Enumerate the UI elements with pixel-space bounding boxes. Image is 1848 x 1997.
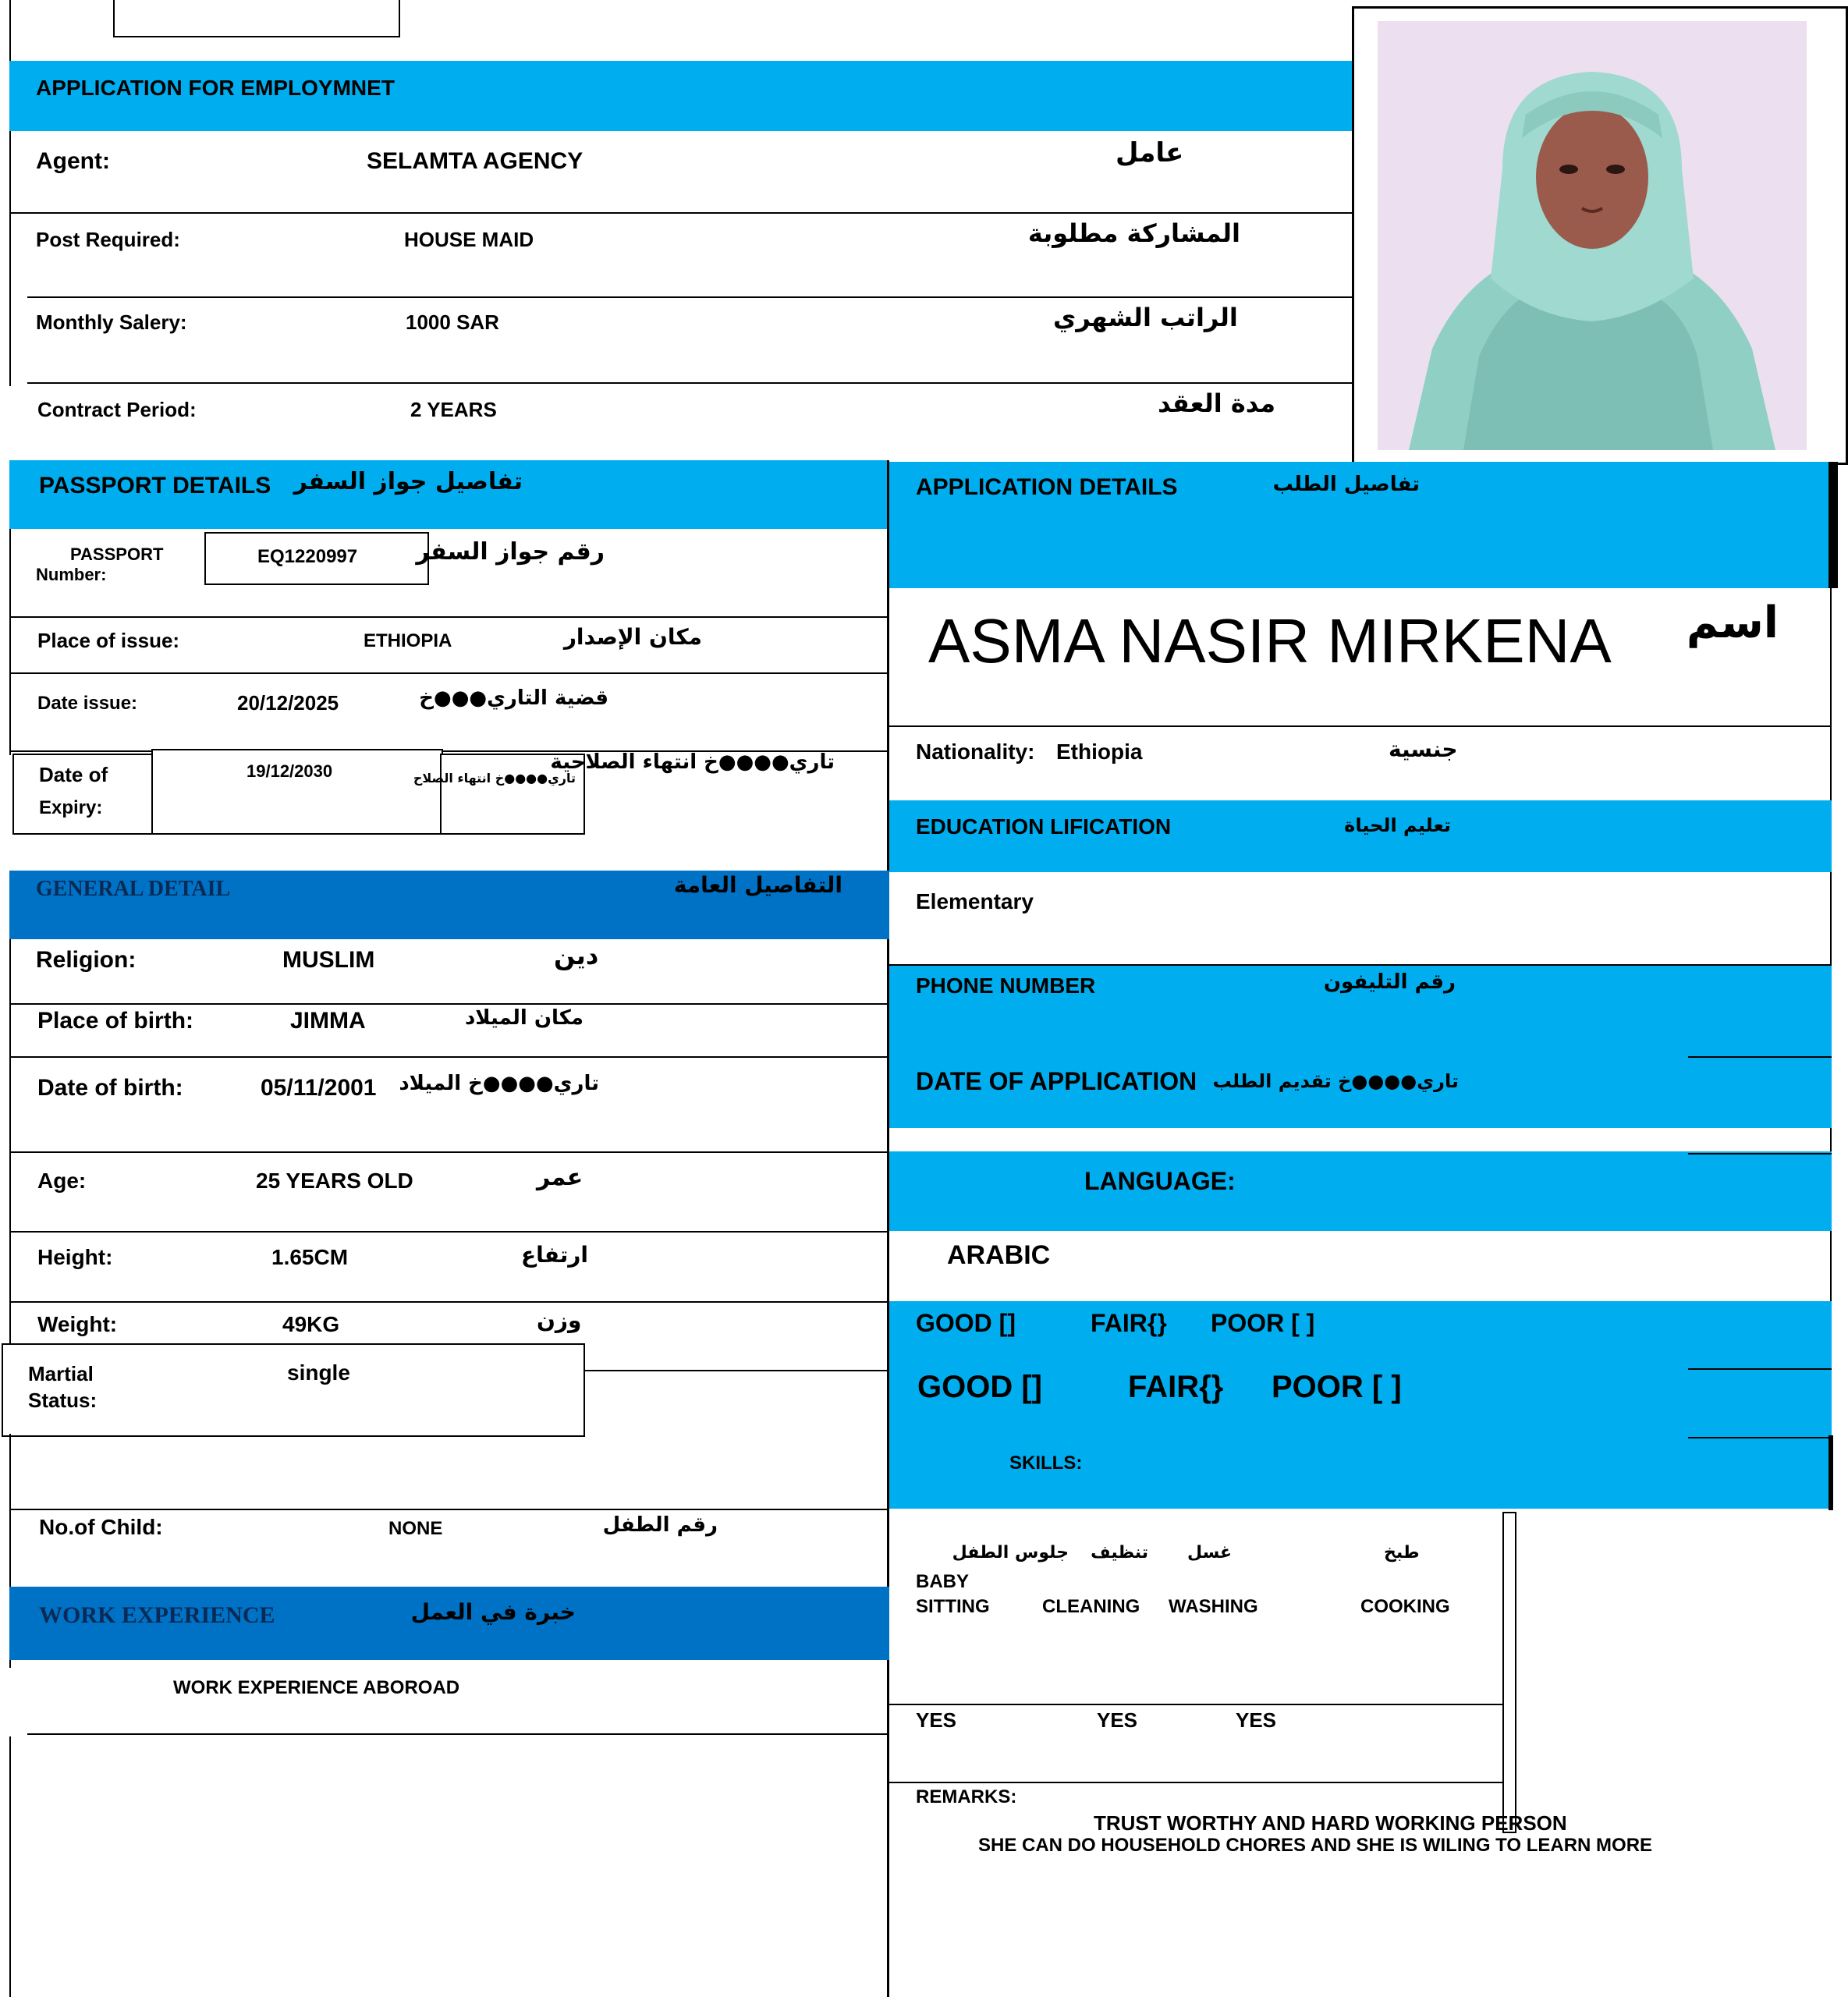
rating-small-fair: FAIR{} — [1091, 1309, 1167, 1337]
dob-value: 05/11/2001 — [261, 1075, 377, 1101]
agent-ar: عامل — [1116, 137, 1184, 168]
nationality-value: Ethiopia — [1056, 740, 1143, 764]
divider — [9, 1231, 889, 1233]
applicant-name-ar: اسم — [1686, 598, 1779, 648]
divider — [27, 1733, 889, 1735]
divider — [9, 1509, 889, 1510]
salary-ar: الراتب الشهري — [1053, 303, 1238, 332]
religion-value: MUSLIM — [282, 947, 375, 973]
nationality-ar: جنسية — [1389, 736, 1458, 762]
applicant-portrait-image — [1378, 21, 1807, 450]
divider — [9, 1301, 889, 1303]
left-border — [9, 939, 11, 1345]
application-title-ar: تفاصيل الطلب — [1272, 473, 1420, 496]
skill-ar-cleaning: تنظيف — [1091, 1543, 1148, 1562]
weight-value: 49KG — [282, 1312, 340, 1336]
work-abroad-label: WORK EXPERIENCE ABOROAD — [173, 1677, 460, 1698]
salary-label: Monthly Salery: — [36, 310, 187, 334]
rating-large-poor: POOR [ ] — [1272, 1370, 1402, 1404]
expiry-ar-2: تاري●●●●خ انتهاء الصلاحية — [550, 750, 835, 774]
age-ar: عمر — [537, 1164, 583, 1191]
doa-ar: تاري●●●●خ تقديم الطلب — [1212, 1070, 1459, 1092]
passport-number-label-1: PASSPORT — [70, 544, 164, 564]
age-label: Age: — [37, 1169, 87, 1193]
left-border — [9, 529, 11, 755]
divider — [9, 1151, 889, 1153]
religion-ar: دين — [554, 941, 599, 970]
divider — [1688, 1153, 1832, 1155]
education-ar: تعليم الحياة — [1344, 814, 1451, 836]
expiry-label-1: Date of — [39, 763, 108, 786]
child-value: NONE — [388, 1518, 443, 1539]
remarks-label: REMARKS: — [916, 1786, 1017, 1807]
doa-title: DATE OF APPLICATION — [916, 1067, 1197, 1095]
divider — [9, 672, 889, 674]
child-ar: رقم الطفل — [602, 1513, 718, 1537]
work-title-ar: خبرة في العمل — [410, 1599, 576, 1625]
post-ar: المشاركة مطلوبة — [1027, 218, 1240, 248]
passport-number-label-2: Number: — [36, 565, 107, 584]
page-title: APPLICATION FOR EMPLOYMNET — [36, 76, 395, 100]
post-label: Post Required: — [36, 228, 180, 251]
weight-ar: وزن — [537, 1307, 582, 1333]
skill-value-washing: YES — [1236, 1708, 1277, 1732]
agent-label: Agent: — [36, 148, 110, 174]
skill-value-baby: YES — [916, 1708, 957, 1732]
passport-title: PASSPORT DETAILS — [39, 473, 271, 498]
rating-band — [889, 1301, 1832, 1509]
divider — [889, 725, 1832, 727]
height-label: Height: — [37, 1245, 113, 1269]
education-title: EDUCATION LIFICATION — [916, 814, 1172, 839]
child-label: No.of Child: — [39, 1515, 163, 1539]
divider — [889, 1704, 1502, 1705]
divider — [1688, 1368, 1832, 1370]
rating-small-poor: POOR [ ] — [1211, 1309, 1315, 1337]
rating-large-good: GOOD [] — [917, 1370, 1042, 1404]
divider — [1688, 1056, 1832, 1058]
skill-value-cleaning: YES — [1097, 1708, 1138, 1732]
dob-label: Date of birth: — [37, 1075, 183, 1101]
pob-value: JIMMA — [290, 1008, 366, 1034]
rating-large-fair: FAIR{} — [1128, 1370, 1224, 1404]
dob-ar: تاري●●●●خ الميلاد — [399, 1072, 599, 1095]
expiry-value: 19/12/2030 — [247, 761, 333, 781]
right-border — [1828, 462, 1838, 588]
general-title: GENERAL DETAIL — [36, 877, 231, 901]
divider — [9, 1056, 889, 1058]
application-title: APPLICATION DETAILS — [916, 474, 1178, 500]
passport-title-ar: تفاصيل جواز السفر — [293, 468, 523, 495]
applicant-photo — [1352, 6, 1848, 465]
divider — [9, 1003, 889, 1005]
language-title: LANGUAGE: — [1084, 1167, 1236, 1195]
salary-value: 1000 SAR — [406, 310, 499, 334]
left-border — [9, 0, 11, 386]
skill-en-cleaning: CLEANING — [1042, 1596, 1140, 1617]
rating-small-good: GOOD [] — [916, 1309, 1016, 1337]
skills-divider-box — [1502, 1512, 1516, 1833]
left-border — [9, 1736, 11, 1997]
divider — [9, 616, 889, 618]
marital-label-2: Status: — [28, 1389, 98, 1412]
skill-ar-cooking: طبخ — [1384, 1543, 1420, 1562]
language-band — [889, 1151, 1832, 1231]
marital-value: single — [287, 1360, 350, 1385]
expiry-ar: تاري●●●●خ انتهاء الصلاح — [413, 771, 576, 786]
nationality-label: Nationality: — [916, 740, 1035, 764]
contract-ar: مدة العقد — [1158, 388, 1275, 418]
passport-number-value: EQ1220997 — [257, 546, 358, 567]
religion-label: Religion: — [36, 947, 137, 973]
age-value: 25 YEARS OLD — [256, 1169, 413, 1193]
passport-number-ar: رقم جواز السفر — [416, 538, 605, 566]
place-issue-label: Place of issue: — [37, 629, 180, 652]
education-value: Elementary — [916, 889, 1034, 913]
phone-ar: رقم التليفون — [1323, 970, 1456, 994]
weight-label: Weight: — [37, 1312, 118, 1336]
skill-ar-washing: غسل — [1187, 1543, 1233, 1562]
applicant-name: ASMA NASIR MIRKENA — [928, 606, 1612, 676]
height-ar: ارتفاع — [521, 1242, 589, 1268]
top-empty-box — [113, 0, 400, 37]
divider — [9, 212, 1352, 214]
remarks-line1: TRUST WORTHY AND HARD WORKING PERSON — [1094, 1811, 1567, 1835]
divider — [577, 1370, 889, 1371]
skill-ar-baby: جلوس الطفل — [952, 1543, 1069, 1562]
date-issue-value: 20/12/2025 — [237, 691, 339, 715]
phone-title: PHONE NUMBER — [916, 974, 1096, 998]
divider — [1688, 1437, 1832, 1438]
pob-ar: مكان الميلاد — [464, 1006, 583, 1030]
marital-label-1: Martial — [28, 1362, 94, 1385]
general-title-ar: التفاصيل العامة — [673, 872, 842, 898]
skill-en-washing: WASHING — [1169, 1596, 1258, 1617]
skills-title: SKILLS: — [1009, 1453, 1083, 1474]
post-value: HOUSE MAID — [404, 228, 534, 251]
expiry-label-2: Expiry: — [39, 797, 103, 818]
date-issue-label: Date issue: — [37, 693, 138, 714]
right-border — [1828, 1435, 1833, 1510]
divider — [27, 296, 1352, 298]
skill-en-baby-1: BABY — [916, 1571, 970, 1592]
divider — [889, 1782, 1502, 1783]
contract-value: 2 YEARS — [410, 398, 497, 421]
place-issue-ar: مكان الإصدار — [563, 624, 702, 650]
skill-en-cooking: COOKING — [1360, 1596, 1450, 1617]
height-value: 1.65CM — [271, 1245, 349, 1269]
language-value: ARABIC — [947, 1240, 1051, 1270]
remarks-line2: SHE CAN DO HOUSEHOLD CHORES AND SHE IS WILING TO LEARN MORE — [978, 1835, 1653, 1856]
divider — [27, 382, 1352, 384]
contract-label: Contract Period: — [37, 398, 197, 421]
pob-label: Place of birth: — [37, 1008, 194, 1034]
place-issue-value: ETHIOPIA — [364, 630, 452, 651]
skill-en-baby-2: SITTING — [916, 1596, 990, 1617]
agent-value: SELAMTA AGENCY — [367, 148, 583, 174]
date-issue-ar: قضية التاري●●●خ — [419, 686, 608, 710]
work-title: WORK EXPERIENCE — [39, 1602, 275, 1628]
